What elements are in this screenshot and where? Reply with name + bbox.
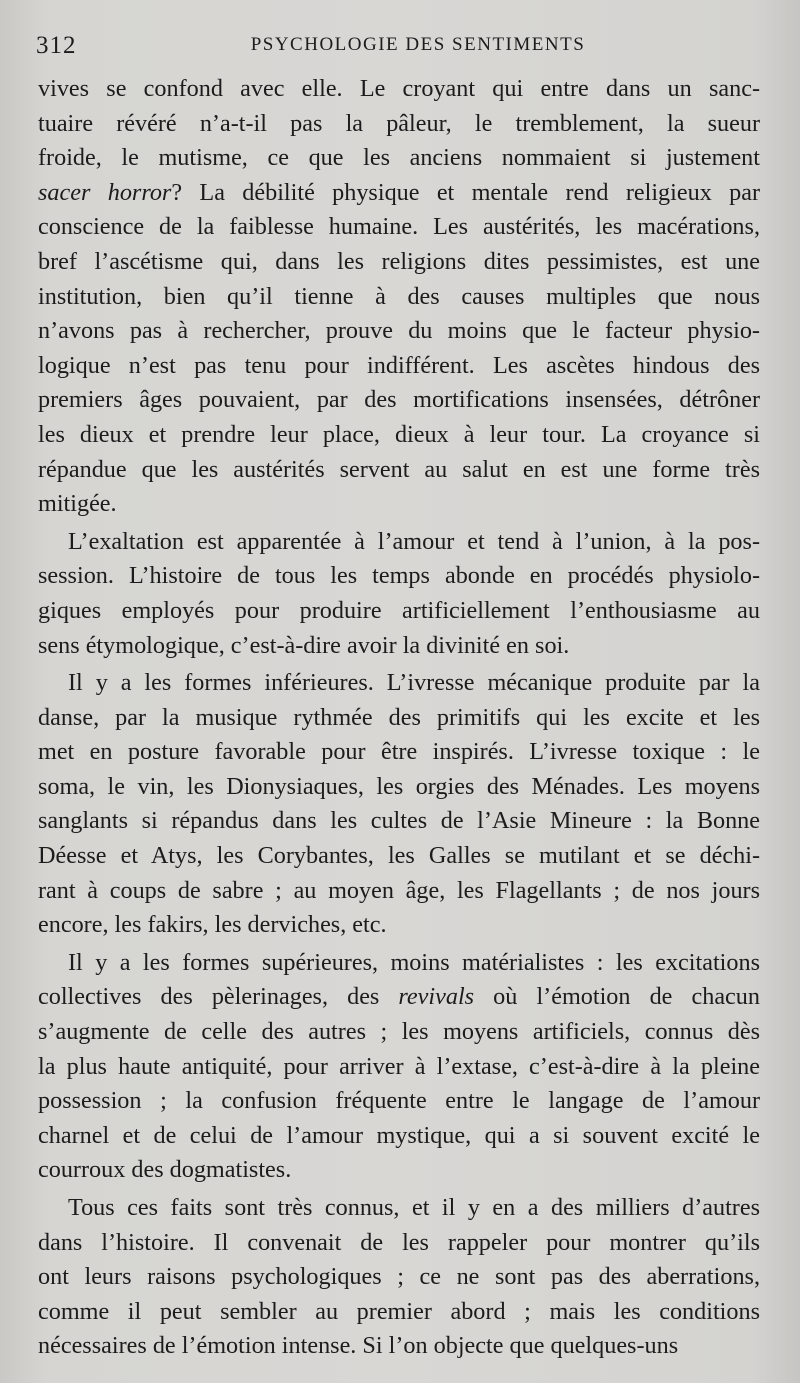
text-line: possession ; la confusion fréquente entre le langage de l’amour <box>38 1087 760 1115</box>
text-line: charnel et de celui de l’amour mystique, qui a si souvent excité le <box>38 1121 760 1149</box>
text-line: conscience de la faiblesse humaine. Les austérités, les macérations, <box>38 213 760 241</box>
text-line: n’avons pas à rechercher, prouve du moins que le facteur physio- <box>38 317 760 345</box>
text-line: premiers âges pouvaient, par des mortifications insensées, détrôner <box>38 386 760 414</box>
paragraph <box>38 72 760 522</box>
text-line: rant à coups de sabre ; au moyen âge, les Flagellants ; de nos jours <box>38 876 760 904</box>
text-line: ont leurs raisons psychologiques ; ce ne sont pas des aberrations, <box>38 1263 760 1291</box>
text-line: soma, le vin, les Dionysiaques, les orgies des Ménades. Les moyens <box>38 772 760 800</box>
text-line: met en posture favorable pour être inspirés. L’ivresse toxique : le <box>38 738 760 766</box>
text-line: Il y a les formes supérieures, moins matérialistes : les excitations <box>68 948 760 976</box>
text-line: encore, les fakirs, les derviches, etc. <box>38 911 387 939</box>
text-line: vives se confond avec elle. Le croyant qui entre dans un sanc- <box>38 75 760 102</box>
text-line: la plus haute antiquité, pour arriver à l’extase, c’est-à-dire à la pleine <box>38 1052 760 1080</box>
text-line: tuaire révéré n’a-t-il pas la pâleur, le tremblement, la sueur <box>38 109 760 137</box>
text-line: Déesse et Atys, les Corybantes, les Galles se mutilant et se déchi- <box>38 842 760 870</box>
text-line: froide, le mutisme, ce que les anciens nommaient si justement <box>38 144 760 172</box>
text-line: nécessaires de l’émotion intense. Si l’on objecte que quelques-uns <box>38 1332 679 1360</box>
paragraph <box>38 666 760 943</box>
page-number: 312 <box>36 32 77 59</box>
text-line: courroux des dogmatistes. <box>38 1156 292 1184</box>
text-line: giques employés pour produire artificiellement l’enthousiasme au <box>38 596 760 624</box>
text-line: sanglants si répandus dans les cultes de l’Asie Mineure : la Bonne <box>38 807 760 835</box>
text-line: s’augmente de celle des autres ; les moyens artificiels, connus dès <box>38 1018 760 1046</box>
paragraph <box>38 525 760 663</box>
text-line: comme il peut sembler au premier abord ; mais les conditions <box>38 1297 760 1325</box>
page-header <box>36 32 760 66</box>
text-line: sens étymologique, c’est-à-dire avoir la divinité en soi. <box>38 631 570 659</box>
text-line: session. L’histoire de tous les temps abonde en procédés physiolo- <box>38 562 760 590</box>
text-line: Tous ces faits sont très connus, et il y en a des milliers d’autres <box>68 1194 760 1221</box>
text-line: Il y a les formes inférieures. L’ivresse mécanique produite par la <box>68 669 760 697</box>
text-line: sacer horror? La débilité physique et mentale rend religieux par <box>38 178 760 206</box>
text-line: collectives des pèlerinages, des revivals où l’émotion de chacun <box>38 983 760 1011</box>
text-line: bref l’ascétisme qui, dans les religions dites pessimistes, est une <box>38 247 760 275</box>
text-line: institution, bien qu’il tienne à des causes multiples que nous <box>38 282 760 310</box>
text-line: L’exaltation est apparentée à l’amour et tend à l’union, à la pos- <box>68 527 760 555</box>
text-line: danse, par la musique rythmée des primitifs qui les excite et les <box>38 703 760 731</box>
body-text <box>38 72 760 1364</box>
running-title: PSYCHOLOGIE DES SENTIMENTS <box>250 34 586 55</box>
text-line: dans l’histoire. Il convenait de les rappeler pour montrer qu’ils <box>38 1228 760 1256</box>
paragraph <box>38 1191 760 1364</box>
text-line: répandue que les austérités servent au salut en est une forme très <box>38 455 760 483</box>
text-line: les dieux et prendre leur place, dieux à leur tour. La croyance si <box>38 420 760 448</box>
text-line: mitigée. <box>38 490 117 518</box>
paragraph <box>38 946 760 1188</box>
text-line: logique n’est pas tenu pour indifférent. Les ascètes hindous des <box>38 351 760 379</box>
